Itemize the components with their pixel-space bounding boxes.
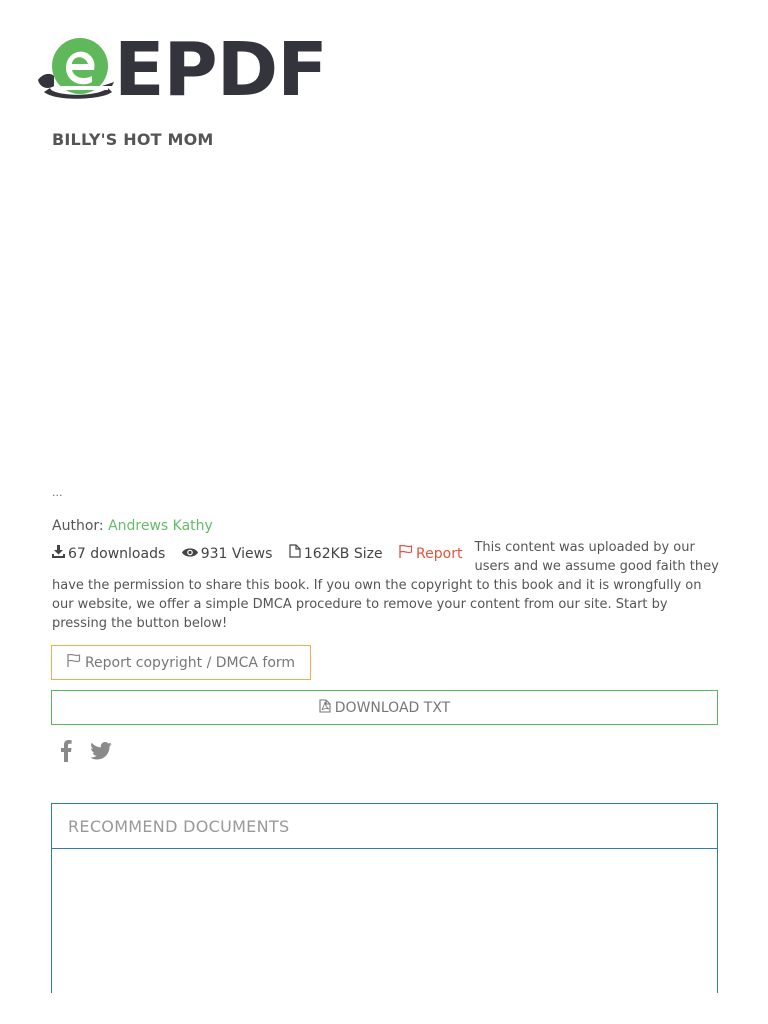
dmca-button-label: Report copyright / DMCA form <box>84 654 296 671</box>
flag-icon <box>67 654 85 671</box>
eye-icon <box>182 545 201 564</box>
info-block <box>52 538 720 633</box>
social-share <box>60 740 112 762</box>
download-button-label: DOWNLOAD TXT <box>334 699 451 716</box>
flag-icon <box>399 545 416 564</box>
recommend-title: RECOMMEND DOCUMENTS <box>52 804 717 849</box>
book-title: BILLY'S HOT MOM <box>52 130 214 149</box>
author-line <box>52 518 213 534</box>
facebook-icon[interactable] <box>60 740 72 762</box>
author-link[interactable]: Andrews Kathy <box>108 518 213 534</box>
stats-bar <box>52 538 462 564</box>
download-txt-button[interactable] <box>51 690 718 725</box>
dmca-report-button[interactable] <box>51 645 311 680</box>
report-label: Report <box>416 546 463 562</box>
author-label: Author: <box>52 518 104 534</box>
twitter-icon[interactable] <box>90 742 112 760</box>
size-stat <box>289 544 383 564</box>
downloads-stat <box>52 545 165 564</box>
report-link[interactable] <box>399 545 462 564</box>
logo-text: EPDF <box>114 27 327 113</box>
downloads-count: 67 downloads <box>68 546 166 562</box>
download-icon <box>52 545 68 564</box>
file-icon <box>289 544 304 564</box>
views-count: 931 Views <box>200 546 273 562</box>
views-stat <box>182 545 273 564</box>
pdf-file-icon <box>319 699 335 717</box>
recommend-panel <box>51 803 718 993</box>
turtle-logo-icon <box>36 36 116 104</box>
book-excerpt: ... <box>52 486 63 499</box>
site-logo[interactable] <box>36 27 327 113</box>
file-size: 162KB Size <box>303 545 383 562</box>
copyright-notice: This content was uploaded by our users and we assume good faith they have the permission to share this book. If you own the copyright to this book and it is wrongfully on our website, we offer a simple DMCA procedure to remove your content from our site. Start by pressing the button below! <box>52 540 719 631</box>
